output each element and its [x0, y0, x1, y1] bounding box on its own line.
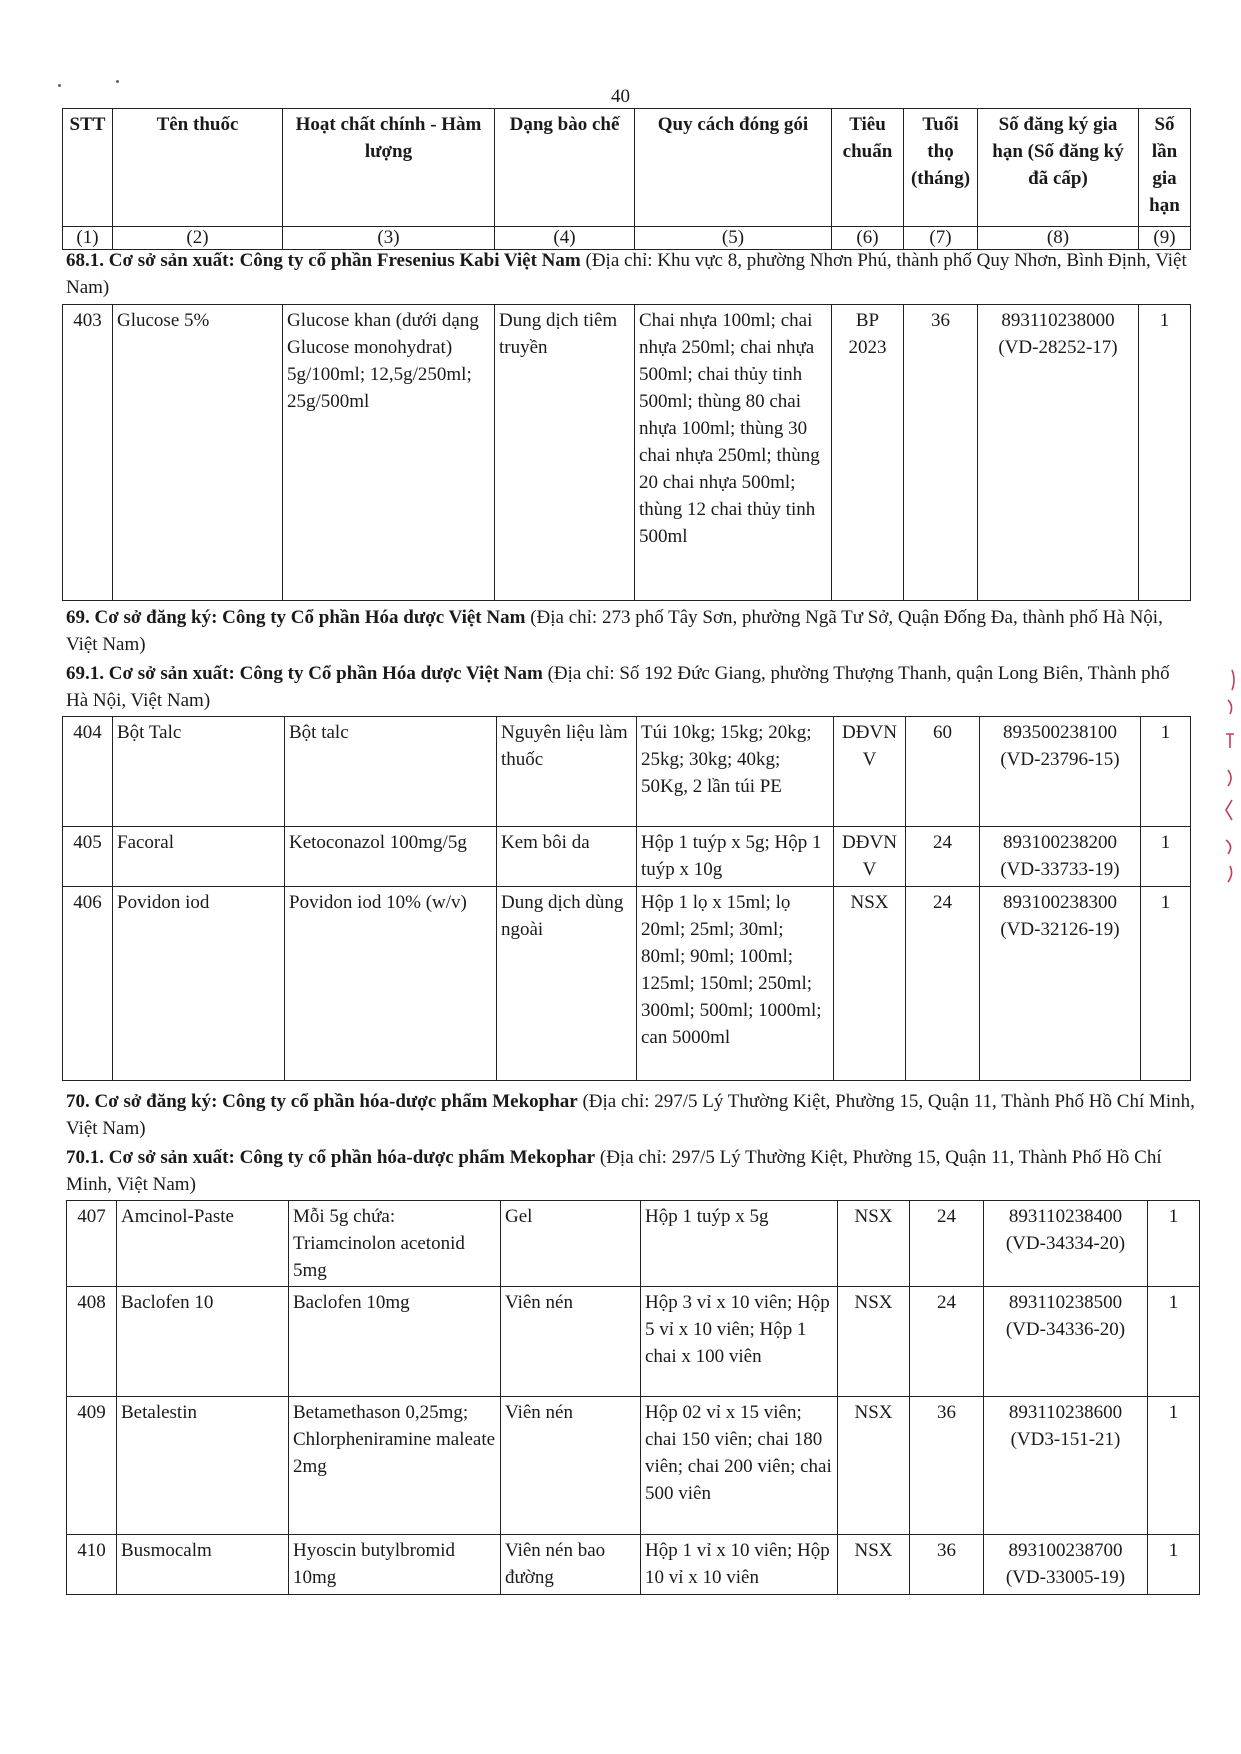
col-reg-no: Số đăng ký gia hạn (Số đăng ký đã cấp) — [978, 109, 1139, 227]
table-row — [67, 1535, 1200, 1595]
ingredient-cell: Povidon iod 10% (w/v) — [285, 887, 497, 1081]
col-ingredient: Hoạt chất chính - Hàm lượng — [283, 109, 495, 227]
packing-cell: Hộp 02 vỉ x 15 viên; chai 150 viên; chai 180 viên; chai 200 viên; chai 500 viên — [641, 1397, 838, 1535]
reg-cell — [980, 887, 1141, 1081]
shelf-life-cell: 24 — [910, 1201, 984, 1287]
packing-cell: Hộp 1 lọ x 15ml; lọ 20ml; 25ml; 30ml; 80ml; 90ml; 100ml; 125ml; 150ml; 250ml; 300ml; 500ml; 1000ml; can 5000ml — [637, 887, 834, 1081]
section-70 — [66, 1088, 1196, 1142]
packing-cell: Chai nhựa 100ml; chai nhựa 250ml; chai nhựa 500ml; chai thủy tinh 500ml; thùng 80 chai nhựa 100ml; thùng 30 chai nhựa 250ml; thùng 20 chai nhựa 500ml; thùng 12 chai thủy tinh 500ml — [635, 305, 832, 601]
ingredient-cell: Baclofen 10mg — [289, 1287, 501, 1397]
drug-name: Facoral — [113, 827, 285, 887]
table-row — [67, 1201, 1200, 1287]
renewals-cell: 1 — [1148, 1201, 1200, 1287]
col-shelf-life: Tuổi thọ (tháng) — [904, 109, 978, 227]
table-70-1 — [66, 1200, 1200, 1595]
standard-cell: DĐVN V — [834, 827, 906, 887]
reg-cell — [980, 827, 1141, 887]
reg-cell — [980, 717, 1141, 827]
drug-name: Povidon iod — [113, 887, 285, 1081]
standard-cell: BP 2023 — [832, 305, 904, 601]
renewals-cell: 1 — [1148, 1535, 1200, 1595]
drug-name: Bột Talc — [113, 717, 285, 827]
table-69-1 — [62, 716, 1191, 1081]
form-cell: Dung dịch tiêm truyền — [495, 305, 635, 601]
standard-cell: NSX — [838, 1201, 910, 1287]
stt-cell: 409 — [67, 1397, 117, 1535]
col-num: (6) — [832, 227, 904, 250]
table-row — [63, 305, 1191, 601]
table-row — [67, 1397, 1200, 1535]
ingredient-cell: Ketoconazol 100mg/5g — [285, 827, 497, 887]
section-label: 70.1. Cơ sở sản xuất: Công ty cổ phần hóa-dược phẩm Mekophar — [66, 1147, 596, 1168]
col-form: Dạng bào chế — [495, 109, 635, 227]
drug-name: Glucose 5% — [113, 305, 283, 601]
shelf-life-cell: 36 — [904, 305, 978, 601]
reg-cell — [984, 1535, 1148, 1595]
section-label: 69.1. Cơ sở sản xuất: Công ty Cổ phần Hóa dược Việt Nam — [66, 663, 543, 684]
drug-name: Betalestin — [117, 1397, 289, 1535]
col-standard: Tiêu chuẩn — [832, 109, 904, 227]
margin-stamp-marks — [1222, 660, 1240, 890]
stt-cell: 406 — [63, 887, 113, 1081]
standard-cell: NSX — [838, 1397, 910, 1535]
shelf-life-cell: 24 — [906, 887, 980, 1081]
ingredient-cell: Bột talc — [285, 717, 497, 827]
old-reg-number: (VD-23796-15) — [1000, 749, 1120, 770]
reg-number: 893100238200 — [1003, 832, 1117, 853]
form-cell: Viên nén — [501, 1287, 641, 1397]
form-cell: Kem bôi da — [497, 827, 637, 887]
stt-cell: 403 — [63, 305, 113, 601]
col-num: (9) — [1139, 227, 1191, 250]
drug-name: Amcinol-Paste — [117, 1201, 289, 1287]
old-reg-number: (VD-32126-19) — [1000, 919, 1120, 940]
section-label: 69. Cơ sở đăng ký: Công ty Cổ phần Hóa dược Việt Nam — [66, 607, 526, 628]
col-num: (5) — [635, 227, 832, 250]
renewals-cell: 1 — [1148, 1397, 1200, 1535]
col-num: (4) — [495, 227, 635, 250]
standard-cell: NSX — [838, 1535, 910, 1595]
section-address: (Địa chỉ: Số 192 Đức Giang, phường Thượng Thanh, quận Long Biên, Thành phố Hà Nội, Việt Nam) — [66, 663, 1170, 711]
renewals-cell: 1 — [1148, 1287, 1200, 1397]
reg-number: 893500238100 — [1003, 722, 1117, 743]
form-cell: Viên nén — [501, 1397, 641, 1535]
header-row — [63, 109, 1191, 227]
col-num: (3) — [283, 227, 495, 250]
shelf-life-cell: 36 — [910, 1397, 984, 1535]
reg-cell — [978, 305, 1139, 601]
form-cell: Dung dịch dùng ngoài — [497, 887, 637, 1081]
shelf-life-cell: 60 — [906, 717, 980, 827]
section-70-1 — [66, 1144, 1196, 1198]
reg-cell — [984, 1287, 1148, 1397]
table-68-1 — [62, 304, 1191, 601]
standard-cell: NSX — [834, 887, 906, 1081]
packing-cell: Túi 10kg; 15kg; 20kg; 25kg; 30kg; 40kg; 50Kg, 2 lần túi PE — [637, 717, 834, 827]
ingredient-cell: Glucose khan (dưới dạng Glucose monohydrat) 5g/100ml; 12,5g/250ml; 25g/500ml — [283, 305, 495, 601]
col-num: (7) — [904, 227, 978, 250]
section-69 — [66, 604, 1196, 658]
section-label: 70. Cơ sở đăng ký: Công ty cổ phần hóa-dược phẩm Mekophar — [66, 1091, 578, 1112]
scan-speck — [116, 80, 119, 83]
col-num: (8) — [978, 227, 1139, 250]
section-69-1 — [66, 660, 1196, 714]
section-address: (Địa chỉ: 273 phố Tây Sơn, phường Ngã Tư Sở, Quận Đống Đa, thành phố Hà Nội, Việt Nam) — [66, 607, 1163, 655]
col-name: Tên thuốc — [113, 109, 283, 227]
drug-name: Busmocalm — [117, 1535, 289, 1595]
col-packing: Quy cách đóng gói — [635, 109, 832, 227]
old-reg-number: (VD-33733-19) — [1000, 859, 1120, 880]
packing-cell: Hộp 3 vỉ x 10 viên; Hộp 5 vỉ x 10 viên; Hộp 1 chai x 100 viên — [641, 1287, 838, 1397]
stt-cell: 405 — [63, 827, 113, 887]
stt-cell: 407 — [67, 1201, 117, 1287]
packing-cell: Hộp 1 tuýp x 5g — [641, 1201, 838, 1287]
ingredient-cell: Mỗi 5g chứa: Triamcinolon acetonid 5mg — [289, 1201, 501, 1287]
table-row — [63, 827, 1191, 887]
stt-cell: 408 — [67, 1287, 117, 1397]
old-reg-number: (VD-33005-19) — [1005, 1567, 1126, 1588]
col-num: (1) — [63, 227, 113, 250]
stt-cell: 404 — [63, 717, 113, 827]
reg-number: 893100238700 — [1008, 1540, 1123, 1561]
packing-cell: Hộp 1 tuýp x 5g; Hộp 1 tuýp x 10g — [637, 827, 834, 887]
renewals-cell: 1 — [1141, 717, 1191, 827]
section-68-1 — [66, 247, 1196, 301]
section-address: (Địa chỉ: 297/5 Lý Thường Kiệt, Phường 15, Quận 11, Thành Phố Hồ Chí Minh, Việt Nam) — [66, 1147, 1162, 1195]
table-row — [67, 1287, 1200, 1397]
old-reg-number: (VD3-151-21) — [1010, 1429, 1121, 1450]
shelf-life-cell: 24 — [906, 827, 980, 887]
old-reg-number: (VD-34334-20) — [1005, 1233, 1126, 1254]
packing-cell: Hộp 1 vỉ x 10 viên; Hộp 10 vỉ x 10 viên — [641, 1535, 838, 1595]
col-renewals: Số lần gia hạn — [1139, 109, 1191, 227]
reg-number: 893110238400 — [1008, 1206, 1123, 1227]
col-num: (2) — [113, 227, 283, 250]
section-address: (Địa chỉ: 297/5 Lý Thường Kiệt, Phường 15, Quận 11, Thành Phố Hồ Chí Minh, Việt Nam) — [66, 1091, 1195, 1139]
reg-number: 893110238500 — [1008, 1292, 1123, 1313]
shelf-life-cell: 36 — [910, 1535, 984, 1595]
reg-number: 893100238300 — [1003, 892, 1117, 913]
section-address: (Địa chỉ: Khu vực 8, phường Nhơn Phú, thành phố Quy Nhơn, Bình Định, Việt Nam) — [66, 250, 1187, 298]
old-reg-number: (VD-34336-20) — [1005, 1319, 1126, 1340]
renewals-cell: 1 — [1141, 887, 1191, 1081]
reg-cell — [984, 1397, 1148, 1535]
renewals-cell: 1 — [1141, 827, 1191, 887]
table-row — [63, 887, 1191, 1081]
drug-name: Baclofen 10 — [117, 1287, 289, 1397]
section-label: 68.1. Cơ sở sản xuất: Công ty cổ phần Fresenius Kabi Việt Nam — [66, 250, 581, 271]
page-number: 40 — [611, 86, 630, 107]
col-stt: STT — [63, 109, 113, 227]
table-row — [63, 717, 1191, 827]
ingredient-cell: Betamethason 0,25mg; Chlorpheniramine maleate 2mg — [289, 1397, 501, 1535]
reg-cell — [984, 1201, 1148, 1287]
shelf-life-cell: 24 — [910, 1287, 984, 1397]
table-header — [62, 108, 1191, 250]
old-reg-number: (VD-28252-17) — [998, 337, 1118, 358]
form-cell: Gel — [501, 1201, 641, 1287]
reg-number: 893110238600 — [1008, 1402, 1123, 1423]
standard-cell: DĐVN V — [834, 717, 906, 827]
standard-cell: NSX — [838, 1287, 910, 1397]
ingredient-cell: Hyoscin butylbromid 10mg — [289, 1535, 501, 1595]
form-cell: Viên nén bao đường — [501, 1535, 641, 1595]
form-cell: Nguyên liệu làm thuốc — [497, 717, 637, 827]
renewals-cell: 1 — [1139, 305, 1191, 601]
stt-cell: 410 — [67, 1535, 117, 1595]
reg-number: 893110238000 — [1001, 310, 1115, 331]
